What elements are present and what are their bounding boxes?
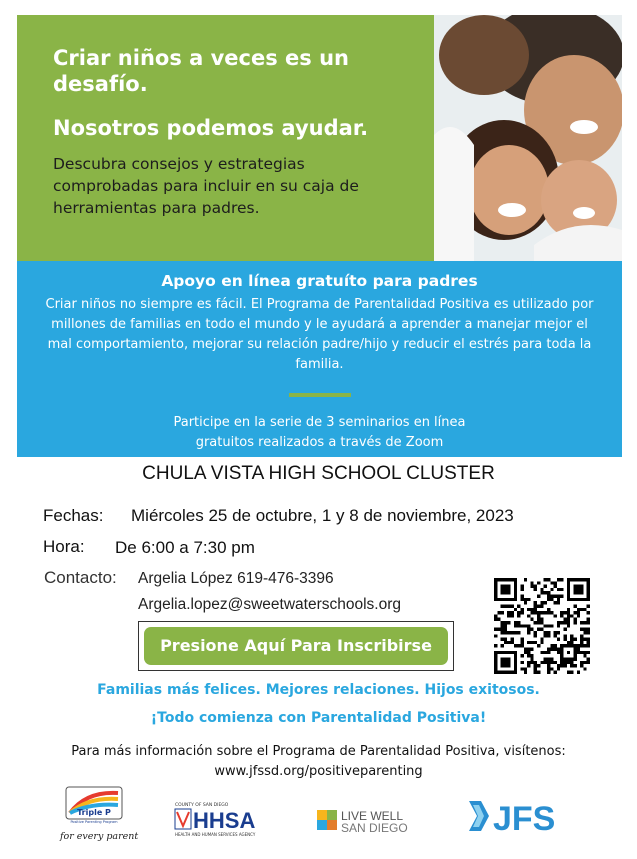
contact-name-phone: Argelia López 619-476-3396 (138, 570, 334, 587)
jfs-logo (467, 797, 567, 835)
triple-p-tagline: for every parent (60, 831, 139, 842)
info-link[interactable]: www.jfssd.org/positiveparenting (214, 764, 423, 779)
tagline-2: ¡Todo comienza con Parentalidad Positiva! (150, 710, 487, 726)
cluster-title: CHULA VISTA HIGH SCHOOL CLUSTER (142, 463, 495, 484)
hhsa-name: HHSA (193, 808, 256, 833)
dates-label: Fechas: (43, 506, 104, 525)
qr-code[interactable] (494, 577, 590, 675)
triple-p-logo (56, 783, 142, 845)
hhsa-sub: HEALTH AND HUMAN SERVICES AGENCY (175, 832, 256, 837)
triple-p-sub: Positive Parenting Program (70, 820, 118, 824)
dates-value: Miércoles 25 de octubre, 1 y 8 de noviembre, 2023 (131, 506, 514, 525)
series-line-2: gratuitos realizados a través de Zoom (195, 435, 444, 450)
hero-subheading: Nosotros podemos ayudar. (53, 116, 369, 140)
register-button-frame (138, 621, 454, 671)
time-label: Hora: (43, 537, 85, 556)
triple-p-name: Triple P (77, 808, 111, 817)
time-value: De 6:00 a 7:30 pm (115, 538, 255, 557)
hhsa-county: COUNTY OF SAN DIEGO (175, 803, 229, 808)
hero-banner (17, 15, 622, 261)
contact-label: Contacto: (44, 568, 117, 587)
live-well-logo (317, 803, 427, 837)
support-panel (17, 261, 622, 457)
series-line-1: Participe en la serie de 3 seminarios en línea (173, 415, 466, 430)
support-title: Apoyo en línea gratuíto para padres (161, 272, 478, 290)
family-photo (434, 15, 622, 261)
register-button[interactable]: Presione Aquí Para Inscribirse (144, 627, 448, 665)
info-line-1: Para más información sobre el Programa de Parentalidad Positiva, visítenos: (71, 744, 566, 759)
contact-email[interactable]: Argelia.lopez@sweetwaterschools.org (138, 596, 402, 613)
live-well-line2: SAN DIEGO (341, 821, 408, 835)
support-body: Criar niños no siempre es fácil. El Programa de Parentalidad Positiva es utilizado por millones de familias en todo el mundo y le ayudará a aprender a manejar mejor el mal comportamiento, mejorar su relación padre/hijo y reducir el estrés para toda la familia. (45, 297, 594, 372)
hero-paragraph: Descubra consejos y estrategias comprobadas para incluir en su caja de herramientas para padres. (53, 155, 359, 217)
tagline-1: Familias más felices. Mejores relaciones. Hijos exitosos. (97, 682, 540, 698)
jfs-name: JFS (493, 800, 556, 835)
hero-text-panel (17, 15, 434, 261)
divider (289, 393, 351, 397)
hhsa-logo (172, 800, 278, 840)
hero-heading: Criar niños a veces es un desafío. (53, 46, 350, 96)
live-well-line1: LIVE WELL (341, 809, 404, 823)
